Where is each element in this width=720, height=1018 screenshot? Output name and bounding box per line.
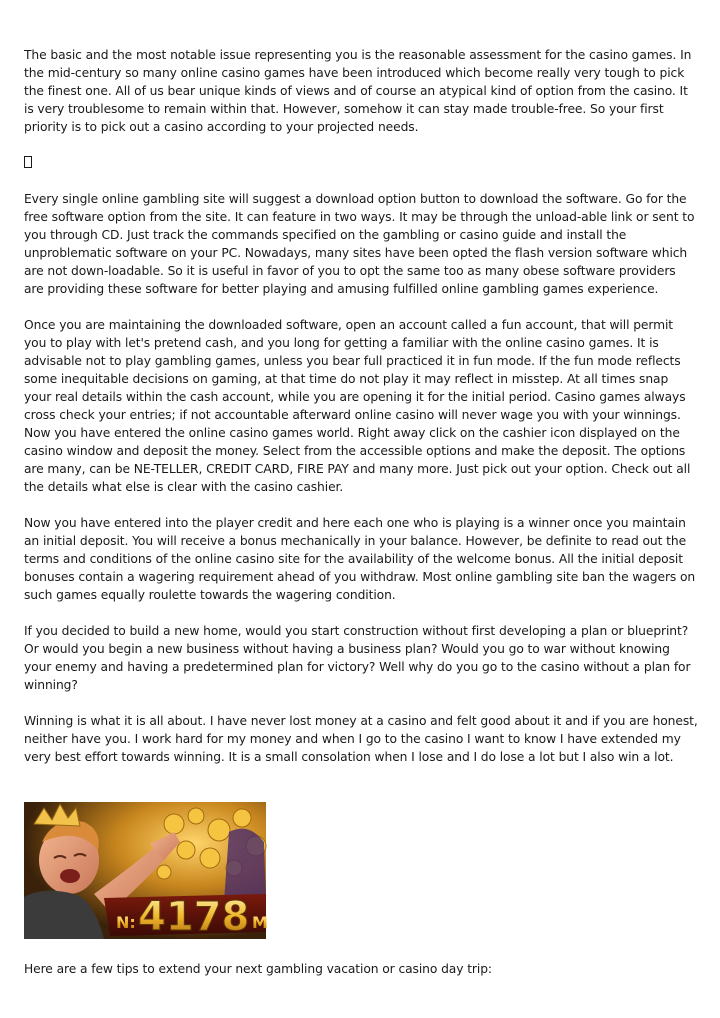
closing-section [24,960,698,996]
counter-value: 4178 [138,894,250,940]
paragraph-5: If you decided to build a new home, would you start construction without first developing a plan or blueprint? Or would you begin a new business without having a business plan? Would you go to war without knowing your enemy and having a predetermined plan for victory? Well why do you go to the casino without a plan for winning? [24,624,691,692]
article-body [24,46,698,784]
missing-glyph-icon [24,156,32,168]
missing-glyph-line [24,154,698,172]
casino-winner-illustration [24,802,266,939]
paragraph-3: Once you are maintaining the downloaded software, open an account called a fun account, that will permit you to play with let's pretend cash, and you long for getting a familiar with the online casino games. It is advisable not to play gambling games, unless you bear full practiced it in fun mode. If the fun mode reflects some inequitable decisions on gaming, at that time do not play it may reflect in misstep. At all times snap your real details within the cash account, while you are opening it for the initial period. Casino games always cross check your entries; if not accountable afterward online casino will never wage you with your winnings. Now you have entered the online casino games world. Right away click on the cashier icon displayed on the casino window and deposit the money. Select from the accessible options and make the deposit. The options are many, can be NE-TELLER, CREDIT CARD, FIRE PAY and many more. Just pick out your option. Check out all the details what else is clear with the casino cashier. [24,318,691,494]
paragraph-6: Winning is what it is all about. I have never lost money at a casino and felt good about it and if you are honest, neither have you. I work hard for my money and when I go to the casino I want to know I have extended my very best effort towards winning. It is a small consolation when I lose and I do lose a lot but I also win a lot. [24,714,698,764]
closing-paragraph: Here are a few tips to extend your next gambling vacation or casino day trip: [24,962,492,976]
casino-winner-image [24,802,266,939]
paragraph-1: The basic and the most notable issue representing you is the reasonable assessment for the casino games. In the mid-century so many online casino games have been introduced which become really very tough to pick the finest one. All of us bear unique kinds of views and of course an atypical kind of option from the casino. It is very troublesome to remain within that. However, somehow it can stay made trouble-free. So your first priority is to pick out a casino according to your projected needs. [24,48,692,134]
paragraph-4: Now you have entered into the player credit and here each one who is playing is a winner once you maintain an initial deposit. You will receive a bonus mechanically in your balance. However, be definite to read out the terms and conditions of the online casino site for the availability of the welcome bonus. All the initial deposit bonuses contain a wagering requirement ahead of you withdraw. Most online gambling site ban the wagers on such games equally roulette towards the wagering condition. [24,516,696,602]
counter-prefix: N: [116,913,136,932]
paragraph-2: Every single online gambling site will suggest a download option button to download the software. Go for the free software option from the site. It can feature in two ways. It may be through the unload-able link or sent to you through CD. Just track the commands specified on the gambling or casino guide and install the unproblematic software on your PC. Nowadays, many sites have been opted the flash version software which are not down-loadable. So it is useful in favor of you to opt the same too as many obese software providers are providing these software for better playing and amusing fulfilled online gambling games experience. [24,192,695,296]
counter-suffix: M [252,913,268,932]
